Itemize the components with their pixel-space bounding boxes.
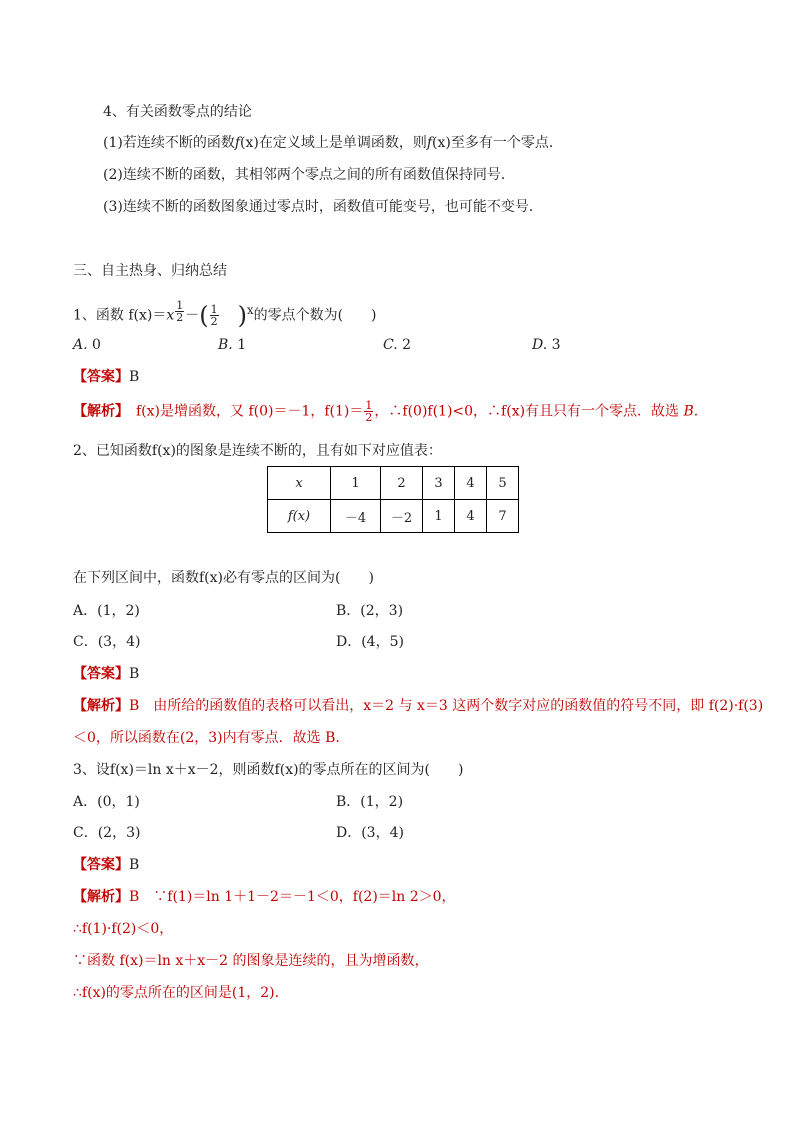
q1-option-d: D. 3 <box>532 337 561 353</box>
table-cell: x <box>268 467 331 500</box>
q2-option-d: D．(4，5) <box>336 634 404 650</box>
q2-stem: 2、已知函数f(x)的图象是连续不断的，且有如下对应值表： <box>73 443 442 459</box>
q3-option-b: B．(1，2) <box>336 794 404 810</box>
table-row <box>268 467 519 500</box>
q2-question: 在下列区间中，函数f(x)必有零点的区间为( ) <box>73 570 374 586</box>
q3-option-c: C．(2，3) <box>73 825 141 841</box>
q2-option-c: C．(3，4) <box>73 634 141 650</box>
q3-option-a: A．(0，1) <box>73 794 140 810</box>
q3-answer: 【答案】B <box>73 857 140 873</box>
q3-analysis-line-1: 【解析】B ∵f(1)＝ln 1＋1－2＝－1＜0，f(2)＝ln 2＞0， <box>73 889 456 905</box>
q3-analysis-line-4: ∴f(x)的零点所在的区间是(1，2)． <box>73 985 289 1001</box>
table-cell: 4 <box>455 500 487 533</box>
q1-option-b: B. 1 <box>218 337 247 353</box>
table-row <box>268 500 519 533</box>
conclusion-1: (1)若连续不断的函数f(x)在定义域上是单调函数，则f(x)至多有一个零点． <box>103 135 563 151</box>
q1-analysis: 【解析】 f(x)是增函数，又 f(0)＝－1，f(1)＝ $\frac{1}{2}$ ，∴f(0)f(1)<0，∴f(x)有且只有一个零点．故选 B. <box>73 399 699 424</box>
q3-stem: 3、设f(x)＝ln x＋x－2，则函数f(x)的零点所在的区间为( ) <box>73 762 464 778</box>
table-cell: －4 <box>331 500 381 533</box>
q2-option-a: A．(1，2) <box>73 603 140 619</box>
section-4-title: 4、有关函数零点的结论 <box>103 104 252 120</box>
table-cell: －2 <box>381 500 423 533</box>
conclusion-2: (2)连续不断的函数，其相邻两个零点之间的所有函数值保持同号． <box>103 167 515 183</box>
table-cell: 7 <box>487 500 519 533</box>
q3-analysis-line-2: ∴f(1)·f(2)＜0， <box>73 921 174 937</box>
table-cell: 4 <box>455 467 487 500</box>
q2-analysis-line-2: ＜0，所以函数在(2，3)内有零点．故选 B. <box>73 730 340 746</box>
q2-answer: 【答案】B <box>73 666 140 682</box>
table-cell: 5 <box>487 467 519 500</box>
table-cell: 1 <box>331 467 381 500</box>
table-cell: f(x) <box>268 500 331 533</box>
q3-option-d: D．(3，4) <box>336 825 404 841</box>
q1-option-a: A. 0 <box>73 337 101 353</box>
values-table <box>267 466 519 533</box>
section-3-title: 三、自主热身、归纳总结 <box>73 263 227 279</box>
q3-analysis-line-3: ∵函数 f(x)＝ln x＋x－2 的图象是连续的，且为增函数， <box>73 953 429 969</box>
q2-option-b: B．(2，3) <box>336 603 404 619</box>
q1-option-c: C. 2 <box>383 337 412 353</box>
q2-analysis-line-1: 【解析】B 由所给的函数值的表格可以看出，x＝2 与 x＝3 这两个数字对应的函数值的符号不同，即 f(2)·f(3) <box>73 698 764 714</box>
conclusion-3: (3)连续不断的函数图象通过零点时，函数值可能变号，也可能不变号． <box>103 199 543 215</box>
table-cell: 3 <box>423 467 455 500</box>
table-cell: 1 <box>423 500 455 533</box>
q1-stem: 1、函数 f(x)＝x $^{\frac{1}{2}}$ －( $\frac{1}{2}$ )$^x$的零点个数为( ) <box>73 299 377 330</box>
q1-answer: 【答案】B <box>73 369 140 385</box>
table-cell: 2 <box>381 467 423 500</box>
